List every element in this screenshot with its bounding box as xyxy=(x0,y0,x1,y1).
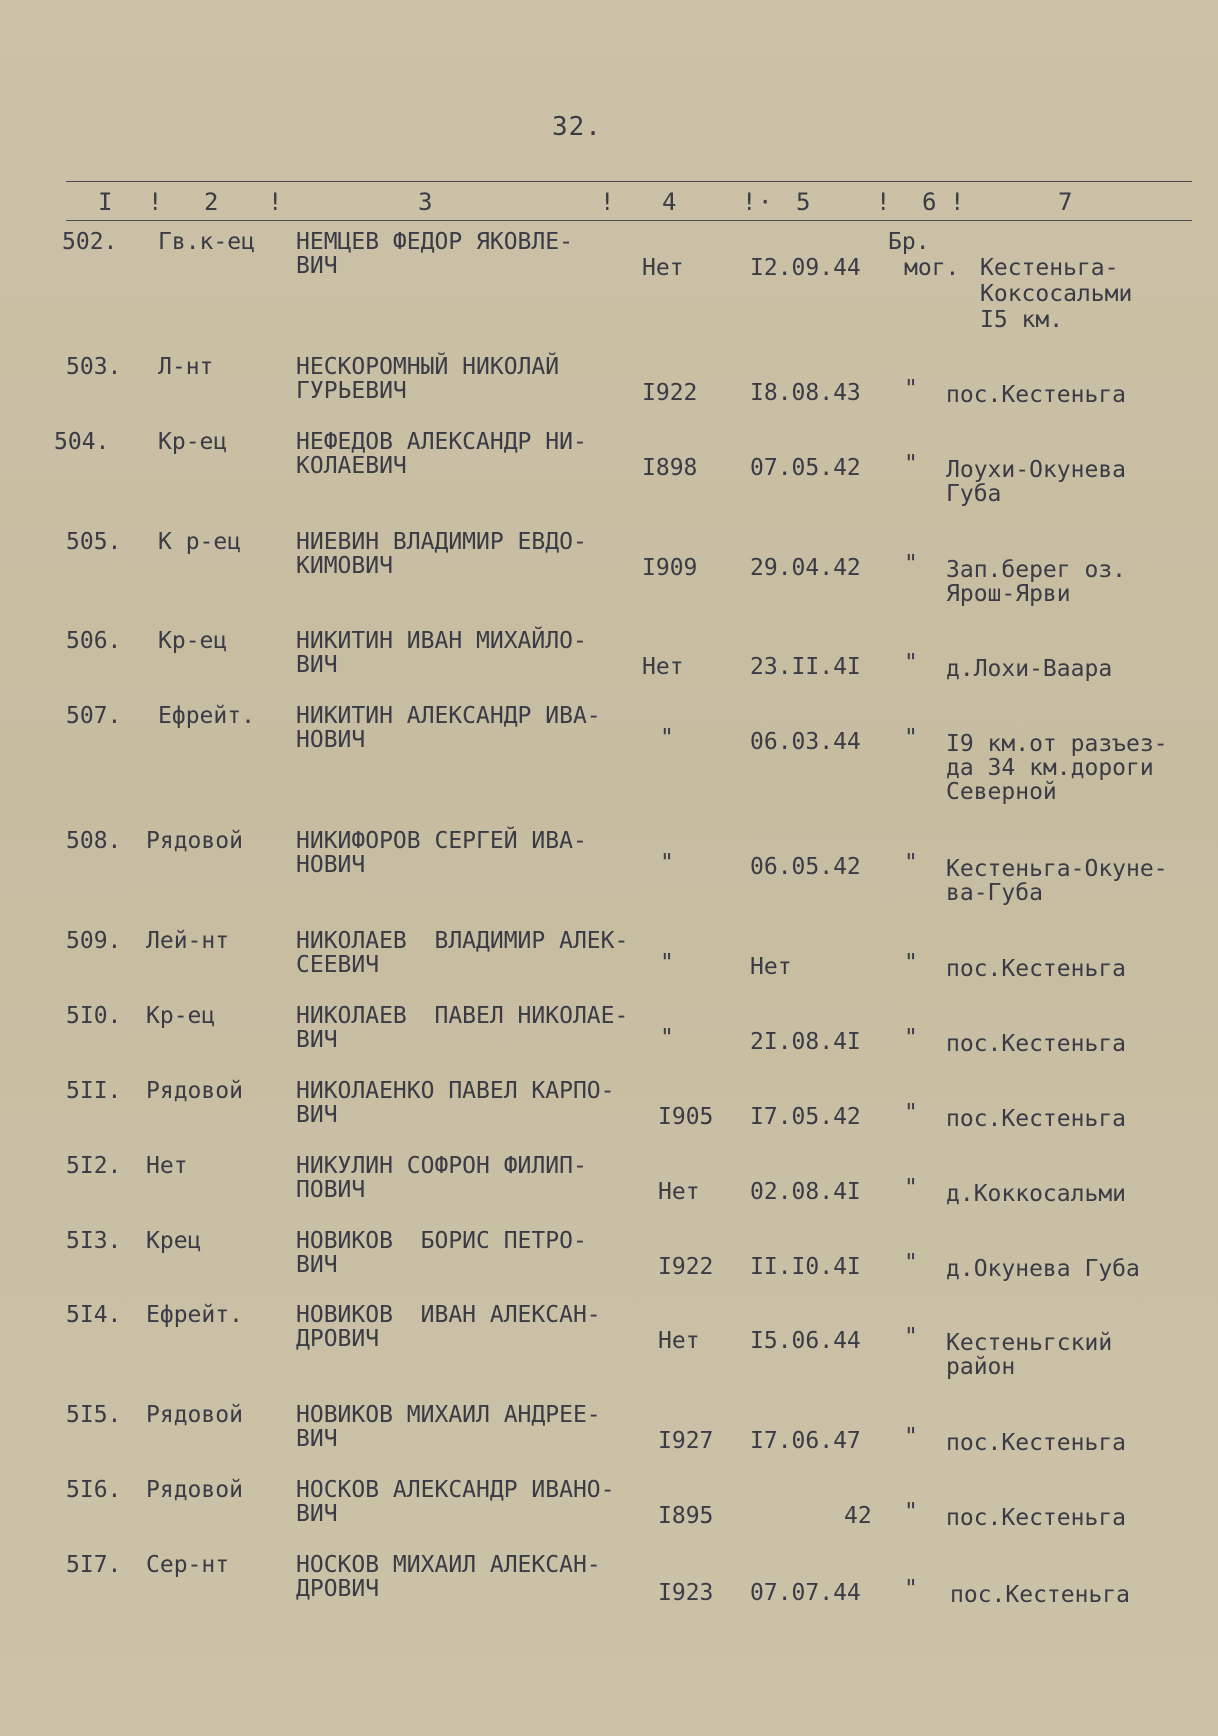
row-number: 5I0. xyxy=(66,1003,122,1029)
birth-year: Нет xyxy=(642,255,684,281)
header-separator: ! xyxy=(742,188,757,216)
full-name-line-2: ВИЧ xyxy=(296,1426,338,1452)
rank: Гв.к-ец xyxy=(158,229,255,255)
ditto-mark: " xyxy=(904,451,918,477)
burial-place-line-1: Лоухи-Окунева xyxy=(946,457,1127,483)
full-name-line-2: ПОВИЧ xyxy=(296,1177,366,1203)
ditto-mark: " xyxy=(904,1499,918,1525)
burial-place-line-1: Зап.берег оз. xyxy=(946,557,1127,583)
burial-place-line-2: Губа xyxy=(946,481,1002,507)
full-name-line-1: НОВИКОВ МИХАИЛ АНДРЕЕ- xyxy=(296,1402,601,1428)
header-col-5: 5 xyxy=(796,188,811,216)
header-col-7: 7 xyxy=(1058,188,1073,216)
ditto-mark: " xyxy=(904,1250,918,1276)
row-number: 5I7. xyxy=(66,1552,122,1578)
ditto-mark: " xyxy=(904,1424,918,1450)
header-bottom-rule xyxy=(66,220,1192,221)
death-date: 07.05.42 xyxy=(750,455,861,481)
death-date: 02.08.4I xyxy=(750,1179,861,1205)
full-name-line-2: ВИЧ xyxy=(296,652,338,678)
ditto-mark: " xyxy=(904,1324,918,1350)
full-name-line-2: ВИЧ xyxy=(296,1501,338,1527)
burial-place-line-1: пос.Кестеньга xyxy=(946,382,1127,408)
burial-place-line-2: Ярош-Ярви xyxy=(946,581,1071,607)
death-date: I5.06.44 xyxy=(750,1328,861,1354)
full-name-line-2: ВИЧ xyxy=(296,1027,338,1053)
row-number: 502. xyxy=(62,229,118,255)
death-date: I2.09.44 xyxy=(750,255,861,281)
full-name-line-1: НОВИКОВ ИВАН АЛЕКСАН- xyxy=(296,1302,601,1328)
burial-type-line-2: мог. xyxy=(904,255,960,281)
birth-year: Нет xyxy=(658,1179,700,1205)
birth-year: I895 xyxy=(658,1503,714,1529)
row-number: 508. xyxy=(66,828,122,854)
rank: К р-ец xyxy=(158,529,242,555)
full-name-line-1: НИКИФОРОВ СЕРГЕЙ ИВА- xyxy=(296,828,587,854)
row-number: 505. xyxy=(66,529,122,555)
burial-place-line-1: д.Коккосальми xyxy=(946,1181,1127,1207)
death-date: 29.04.42 xyxy=(750,555,861,581)
burial-place-line-1: пос.Кестеньга xyxy=(946,1106,1127,1132)
birth-year: I909 xyxy=(642,555,698,581)
full-name-line-1: НИЕВИН ВЛАДИМИР ЕВДО- xyxy=(296,529,587,555)
burial-place-line-1: пос.Кестеньга xyxy=(946,1031,1127,1057)
header-separator: ! xyxy=(950,188,965,216)
header-col-5-mark: · xyxy=(758,188,773,216)
rank: Кр-ец xyxy=(146,1003,216,1029)
full-name-line-1: НИКИТИН АЛЕКСАНДР ИВА- xyxy=(296,703,601,729)
rank: Рядовой xyxy=(146,1078,243,1104)
death-date: I8.08.43 xyxy=(750,380,861,406)
burial-place-line-2: ва-Губа xyxy=(946,880,1043,906)
death-date: 2I.08.4I xyxy=(750,1029,861,1055)
ditto-mark: " xyxy=(904,725,918,751)
birth-year: Нет xyxy=(658,1328,700,1354)
header-col-1: I xyxy=(98,188,113,216)
header-col-3: 3 xyxy=(418,188,433,216)
ditto-mark: " xyxy=(904,376,918,402)
burial-place-line-1: д.Лохи-Ваара xyxy=(946,656,1113,682)
rank: Рядовой xyxy=(146,828,243,854)
row-number: 5I4. xyxy=(66,1302,122,1328)
header-top-rule xyxy=(66,181,1192,182)
full-name-line-2: ДРОВИЧ xyxy=(296,1326,380,1352)
full-name-line-2: ДРОВИЧ xyxy=(296,1576,380,1602)
rank: Лей-нт xyxy=(146,928,230,954)
full-name-line-2: КОЛАЕВИЧ xyxy=(296,453,407,479)
death-date: 06.03.44 xyxy=(750,729,861,755)
burial-place-line-2: район xyxy=(946,1354,1016,1380)
burial-place-line-1: д.Окунева Губа xyxy=(946,1256,1140,1282)
burial-place-line-1: I9 км.от разъез- xyxy=(946,731,1168,757)
full-name-line-1: НИКОЛАЕВ ПАВЕЛ НИКОЛАЕ- xyxy=(296,1003,629,1029)
full-name-line-1: НИКИТИН ИВАН МИХАЙЛО- xyxy=(296,628,587,654)
death-date: II.I0.4I xyxy=(750,1254,861,1280)
rank: Рядовой xyxy=(146,1477,243,1503)
birth-year: Нет xyxy=(642,654,684,680)
row-number: 5I5. xyxy=(66,1402,122,1428)
full-name-line-2: ВИЧ xyxy=(296,1252,338,1278)
burial-place-line-1: пос.Кестеньга xyxy=(946,1430,1127,1456)
birth-year: I898 xyxy=(642,455,698,481)
row-number: 504. xyxy=(54,429,110,455)
burial-place-line-1: Кестеньгский xyxy=(946,1330,1113,1356)
burial-place-line-2: да 34 км.дороги xyxy=(946,755,1154,781)
ditto-mark: " xyxy=(660,1025,674,1051)
full-name-line-2: ВИЧ xyxy=(296,1102,338,1128)
death-date: 07.07.44 xyxy=(750,1580,861,1606)
full-name-line-1: НИКОЛАЕВ ВЛАДИМИР АЛЕК- xyxy=(296,928,629,954)
full-name-line-1: НЕФЕДОВ АЛЕКСАНДР НИ- xyxy=(296,429,587,455)
ditto-mark: " xyxy=(904,850,918,876)
death-date: I7.05.42 xyxy=(750,1104,861,1130)
rank: Рядовой xyxy=(146,1402,243,1428)
row-number: 506. xyxy=(66,628,122,654)
birth-year: I922 xyxy=(642,380,698,406)
birth-year: I922 xyxy=(658,1254,714,1280)
burial-type-line-1: Бр. xyxy=(888,229,930,255)
row-number: 509. xyxy=(66,928,122,954)
full-name-line-1: НОСКОВ МИХАИЛ АЛЕКСАН- xyxy=(296,1552,601,1578)
full-name-line-1: НИКУЛИН СОФРОН ФИЛИП- xyxy=(296,1153,587,1179)
row-number: 503. xyxy=(66,354,122,380)
ditto-mark: " xyxy=(904,1576,918,1602)
rank: Сер-нт xyxy=(146,1552,230,1578)
ditto-mark: " xyxy=(904,1100,918,1126)
full-name-line-2: ВИЧ xyxy=(296,253,338,279)
full-name-line-1: НЕМЦЕВ ФЕДОР ЯКОВЛЕ- xyxy=(296,229,573,255)
header-separator: ! xyxy=(268,188,283,216)
death-date: 42 xyxy=(844,1503,872,1529)
ditto-mark: " xyxy=(660,725,674,751)
rank: Кр-ец xyxy=(158,429,228,455)
death-date: 06.05.42 xyxy=(750,854,861,880)
burial-place-line-1: пос.Кестеньга xyxy=(950,1582,1131,1608)
ditto-mark: " xyxy=(904,551,918,577)
header-separator: ! xyxy=(876,188,891,216)
ditto-mark: " xyxy=(904,650,918,676)
rank: Ефрейт. xyxy=(158,703,255,729)
full-name-line-2: НОВИЧ xyxy=(296,727,366,753)
ditto-mark: " xyxy=(904,1025,918,1051)
full-name-line-1: НОСКОВ АЛЕКСАНДР ИВАНО- xyxy=(296,1477,615,1503)
rank: Крец xyxy=(146,1228,202,1254)
row-number: 5I2. xyxy=(66,1153,122,1179)
burial-place-line-1: Кестеньга- xyxy=(980,255,1119,281)
header-separator: ! xyxy=(148,188,163,216)
full-name-line-2: КИМОВИЧ xyxy=(296,553,393,579)
full-name-line-1: НОВИКОВ БОРИС ПЕТРО- xyxy=(296,1228,587,1254)
header-col-6: 6 xyxy=(922,188,937,216)
full-name-line-1: НИКОЛАЕНКО ПАВЕЛ КАРПО- xyxy=(296,1078,615,1104)
burial-place-line-3: Северной xyxy=(946,779,1057,805)
rank: Л-нт xyxy=(158,354,214,380)
row-number: 5II. xyxy=(66,1078,122,1104)
row-number: 5I3. xyxy=(66,1228,122,1254)
burial-place-line-1: Кестеньга-Окуне- xyxy=(946,856,1168,882)
full-name-line-1: НЕСКОРОМНЫЙ НИКОЛАЙ xyxy=(296,354,560,380)
full-name-line-2: НОВИЧ xyxy=(296,852,366,878)
full-name-line-2: ГУРЬЕВИЧ xyxy=(296,378,407,404)
death-date: I7.06.47 xyxy=(750,1428,861,1454)
burial-place-line-1: пос.Кестеньга xyxy=(946,956,1127,982)
page-number: 32. xyxy=(552,112,602,142)
header-col-4: 4 xyxy=(662,188,677,216)
rank: Ефрейт. xyxy=(146,1302,243,1328)
row-number: 5I6. xyxy=(66,1477,122,1503)
ditto-mark: " xyxy=(904,950,918,976)
ditto-mark: " xyxy=(904,1175,918,1201)
birth-year: I905 xyxy=(658,1104,714,1130)
rank: Кр-ец xyxy=(158,628,228,654)
burial-place-line-1: пос.Кестеньга xyxy=(946,1505,1127,1531)
header-separator: ! xyxy=(600,188,615,216)
death-date: 23.II.4I xyxy=(750,654,861,680)
row-number: 507. xyxy=(66,703,122,729)
burial-place-line-3: I5 км. xyxy=(980,307,1064,333)
rank: Нет xyxy=(146,1153,188,1179)
header-col-2: 2 xyxy=(204,188,219,216)
burial-place-line-2: Коксосальми xyxy=(980,281,1133,307)
birth-year: I923 xyxy=(658,1580,714,1606)
birth-year: I927 xyxy=(658,1428,714,1454)
ditto-mark: " xyxy=(660,950,674,976)
full-name-line-2: СЕЕВИЧ xyxy=(296,952,380,978)
death-date: Нет xyxy=(750,954,792,980)
ditto-mark: " xyxy=(660,850,674,876)
